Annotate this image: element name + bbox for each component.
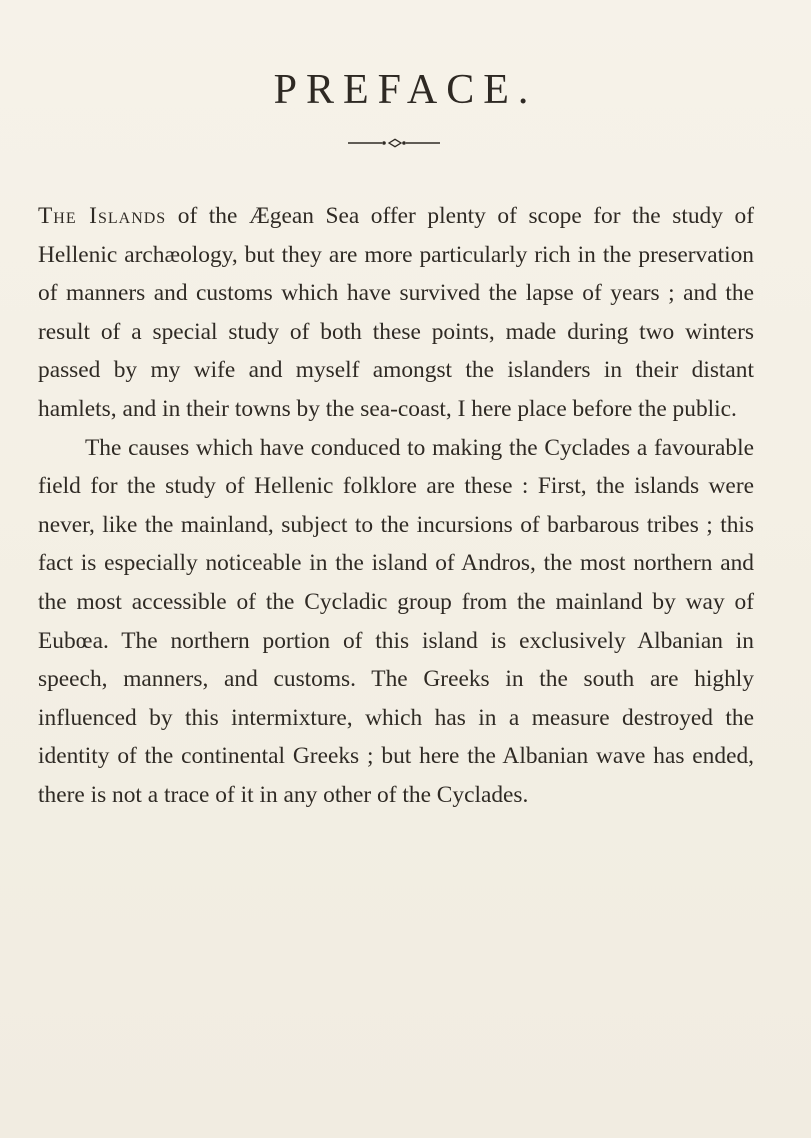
page-title: PREFACE. [273, 67, 538, 113]
paragraph-lead-small-caps: The Islands [38, 203, 167, 229]
preface-paragraph-2: The causes which have conduced to making the Cyclades a favourable field for the study of Hellenic folklore are these : First, the islands were never, like the mainland, subject to the incursions of barbarous tribes ; this fact is especially noticeable in the island of Andros, the most northern and the most accessible of the Cycladic group from the mainland by way of Eubœa. The northern portion of this island is exclusively Albanian in speech, manners, and customs. The Greeks in the south are highly influenced by this intermixture, which has in a measure destroyed the identity of the continental Greeks ; but here the Albanian wave has ended, there is not a trace of it in any other of the Cyclades. [38, 434, 754, 808]
preface-body [38, 197, 754, 815]
dash-diamond-ornament-icon [346, 137, 442, 149]
preface-paragraph-1 [38, 197, 754, 429]
paragraph-1-text: of the Ægean Sea offer plenty of scope for the study of Hellenic archæology, but they are more particularly rich in the preservation of manners and customs which have survived the lapse of years ; and the result of a special study of both these points, made during two winters passed by my wife and myself amongst the islanders in their distant hamlets, and in their towns by the sea-coast, I here place before the public. [38, 203, 754, 422]
